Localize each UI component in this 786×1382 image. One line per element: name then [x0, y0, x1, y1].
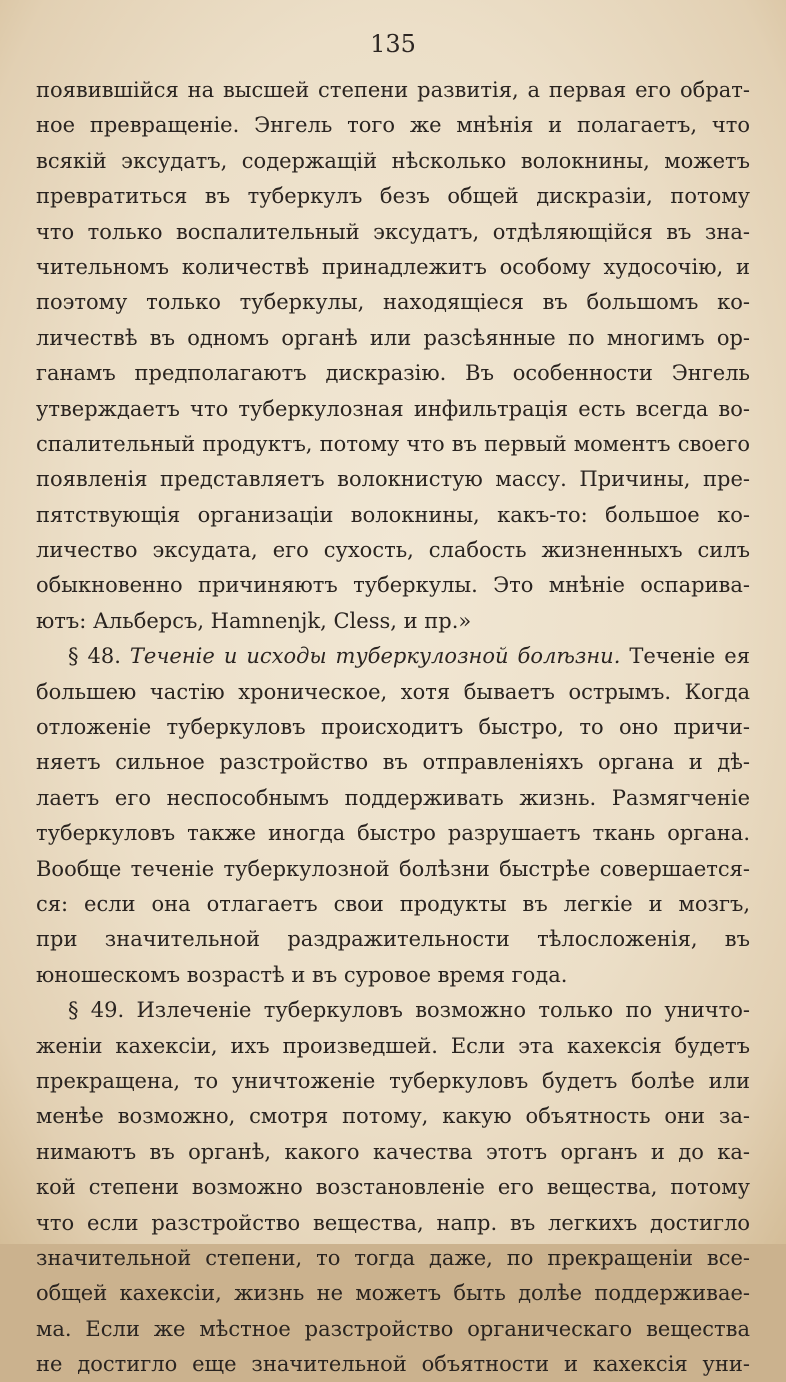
text-line: отложеніе туберкуловъ происходитъ быстро, то оно причи-: [36, 715, 750, 740]
body-text: [36, 73, 750, 1382]
text-line: что если разстройство вещества, напр. въ легкихъ достигло: [36, 1210, 750, 1235]
text-line: спалительный продуктъ, потому что въ первый моментъ своего: [36, 431, 750, 456]
text-line: появившійся на высшей степени развитія, а первая его обрат-: [36, 78, 750, 102]
text-line: обыкновенно причиняютъ туберкулы. Это мнѣніе оспарива-: [36, 573, 750, 598]
text-line: ся: если она отлагаетъ свои продукты въ легкіе и мозгъ,: [36, 891, 750, 916]
text-line: большею частію хроническое, хотя бываетъ острымъ. Когда: [36, 679, 750, 704]
text-line: менѣе возможно, смотря потому, какую объятность они за-: [36, 1104, 750, 1129]
text-line: § 49. Излеченіе туберкуловъ возможно только по уничто-: [68, 998, 750, 1023]
text-line: прекращена, то уничтоженіе туберкуловъ будетъ болѣе или: [36, 1068, 750, 1093]
text-line: кой степени возможно возстановленіе его вещества, потому: [36, 1175, 750, 1200]
text-line: ганамъ предполагаютъ дискразію. Въ особенности Энгель: [36, 361, 750, 386]
section-title: Теченіе и исходы туберкулозной болѣзни.: [129, 644, 621, 669]
text-line: юношескомъ возрастѣ и въ суровое время года.: [36, 962, 568, 987]
text-line: туберкуловъ также иногда быстро разрушаетъ ткань органа.: [36, 821, 750, 846]
text-line: нимаютъ въ органѣ, какого качества этотъ органъ и до ка-: [36, 1139, 750, 1164]
text-line: общей кахексіи, жизнь не можетъ быть долѣе поддерживае-: [36, 1281, 750, 1306]
text-line: женіи кахексіи, ихъ произведшей. Если эта кахексія будетъ: [36, 1033, 750, 1058]
text-line: поэтому только туберкулы, находящіеся въ большомъ ко-: [36, 290, 750, 315]
text-line: появленія представляетъ волокнистую массу. Причины, пре-: [36, 467, 750, 492]
text-line: Вообще теченіе туберкулозной болѣзни быстрѣе совершается-: [36, 856, 750, 881]
text-line: всякій эксудатъ, содержащій нѣсколько волокнины, можетъ: [36, 148, 750, 173]
text-line: [36, 639, 750, 674]
line-text: Теченіе ея: [629, 644, 750, 669]
text-line: няетъ сильное разстройство въ отправленіяхъ органа и дѣ-: [36, 750, 750, 775]
text-line: чительномъ количествѣ принадлежитъ особому худосочію, и: [36, 254, 750, 279]
text-line: что только воспалительный эксудатъ, отдѣляющійся въ зна-: [36, 219, 750, 244]
text-line: при значительной раздражительности тѣлосложенія, въ: [36, 927, 750, 952]
text-line: личество эксудата, его сухость, слабость жизненныхъ силъ: [36, 538, 750, 563]
text-line: утверждаетъ что туберкулозная инфильтрація есть всегда во-: [36, 396, 750, 421]
section-number: § 48.: [68, 644, 121, 669]
text-line: ютъ: Альберсъ, Hamnenjk, Cless, и пр.»: [36, 608, 472, 633]
text-line: значительной степени, то тогда даже, по прекращеніи все-: [36, 1245, 750, 1270]
text-line: превратиться въ туберкулъ безъ общей дискразіи, потому: [36, 184, 750, 209]
text-line: пятствующія организаціи волокнины, какъ-то: большое ко-: [36, 502, 750, 527]
text-line: ное превращеніе. Энгель того же мнѣнія и полагаетъ, что: [36, 113, 750, 138]
text-line: личествѣ въ одномъ органѣ или разсѣянные по многимъ ор-: [36, 325, 750, 350]
text-line: не достигло еще значительной объятности и кахексія уни-: [36, 1352, 750, 1377]
text-line: лаетъ его неспособнымъ поддерживать жизнь. Размягченіе: [36, 785, 750, 810]
page-number: 135: [370, 30, 416, 58]
text-line: ма. Если же мѣстное разстройство органическаго вещества: [36, 1316, 750, 1341]
